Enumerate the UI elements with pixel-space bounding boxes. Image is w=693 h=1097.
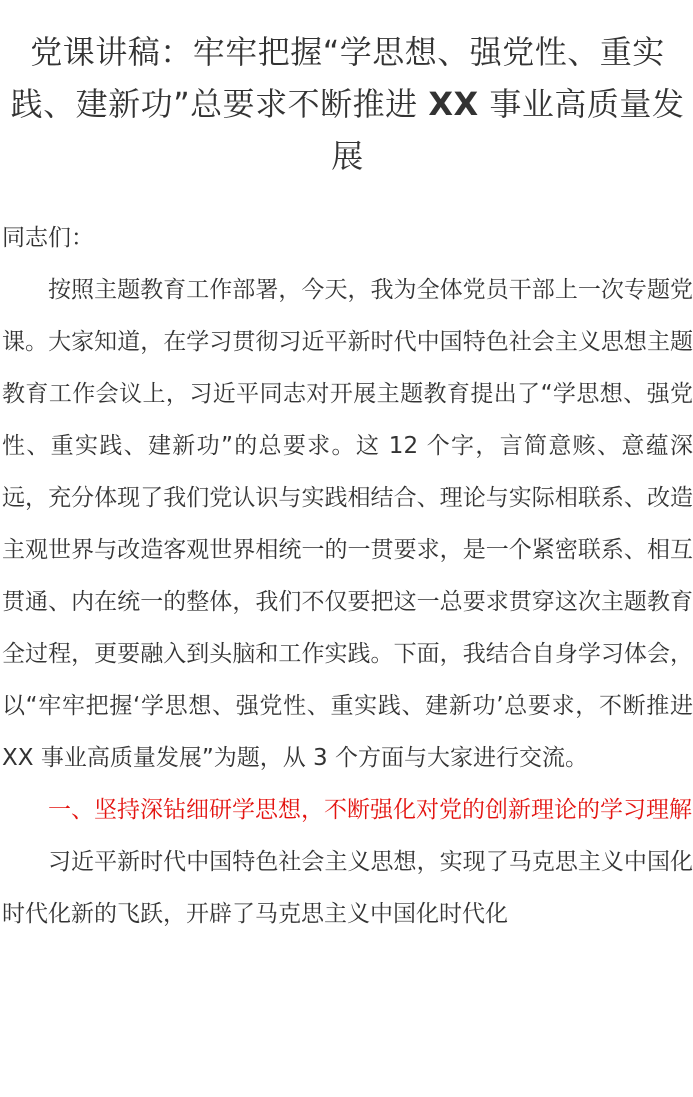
title-text-bold: XX	[428, 85, 479, 123]
section-heading-1: 一、坚持深钻细研学思想，不断强化对党的创新理论的学习理解	[48, 797, 692, 823]
title-text-part1: 党课讲稿：牢牢把握“学思想、强党性、重实践、建新功”总要求不断推进	[10, 33, 665, 123]
document-title	[6, 26, 689, 182]
title-text-part2: 事业高质量发展	[331, 85, 685, 175]
salutation: 同志们：	[2, 225, 94, 251]
section-paragraph-1: 习近平新时代中国特色社会主义思想，实现了马克思主义中国化时代化新的飞跃，开辟了马克思主义中国化时代化	[2, 849, 693, 927]
body-paragraph-1: 按照主题教育工作部署，今天，我为全体党员干部上一次专题党课。大家知道，在学习贯彻习近平新时代中国特色社会主义思想主题教育工作会议上，习近平同志对开展主题教育提出了“学思想、强党性、重实践、建新功”的总要求。这 12 个字，言简意赅、意蕴深远，充分体现了我们党认识与实践相结合、理论与实际相联系、改造主观世界与改造客观世界相统一的一贯要求，是一个紧密联系、相互贯通、内在统一的整体，我们不仅要把这一总要求贯穿这次主题教育全过程，更要融入到头脑和工作实践。下面，我结合自身学习体会，以“牢牢把握‘学思想、强党性、重实践、建新功’总要求，不断推进 XX 事业高质量发展”为题，从 3 个方面与大家进行交流。	[2, 277, 693, 771]
